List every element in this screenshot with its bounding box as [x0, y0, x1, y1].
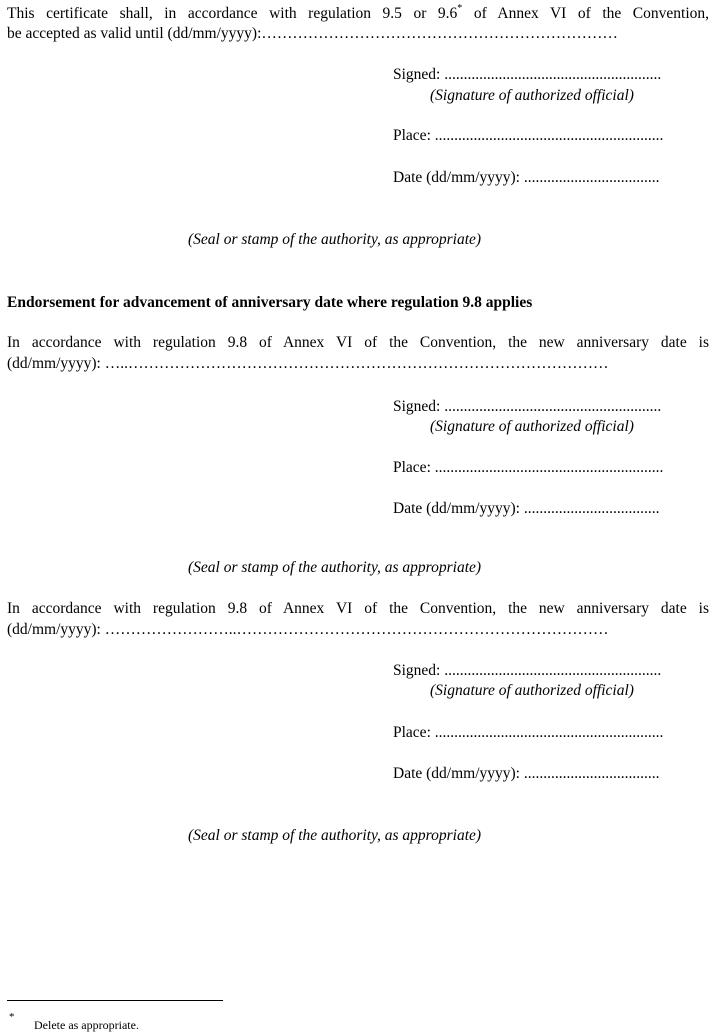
date-field-1: Date (dd/mm/yyyy): ................................... — [393, 169, 660, 186]
signature-caption-3: (Signature of authorized official) — [430, 682, 634, 699]
footnote-separator — [7, 1000, 223, 1001]
endorsement-para-1-line-1: In accordance with regulation 9.8 of Annex VI of the Convention, the new anniversary date is — [7, 334, 709, 351]
signed-field-1: Signed: ........................................................ — [393, 66, 662, 83]
intro-line-2: be accepted as valid until (dd/mm/yyyy):…………………………………………………………… — [7, 25, 618, 42]
signed-field-3: Signed: ........................................................ — [393, 662, 662, 679]
endorsement-heading: Endorsement for advancement of anniversary date where regulation 9.8 applies — [7, 294, 533, 311]
place-field-2: Place: ........................................................... — [393, 459, 664, 476]
signed-field-2: Signed: ........................................................ — [393, 398, 662, 415]
footnote-reference-marker: * — [457, 3, 463, 14]
endorsement-para-2-line-2: (dd/mm/yyyy): ……………………..……………………………………………………………… — [7, 621, 609, 638]
signature-caption-1: (Signature of authorized official) — [430, 87, 634, 104]
place-field-1: Place: ........................................................... — [393, 127, 664, 144]
intro-line-1-tail: of Annex VI of the Convention, — [462, 5, 709, 23]
seal-caption-2: (Seal or stamp of the authority, as appropriate) — [188, 559, 482, 576]
place-field-3: Place: ........................................................... — [393, 724, 664, 741]
intro-line-1-text: This certificate shall, in accordance with regulation 9.5 or 9.6 — [7, 5, 458, 23]
seal-caption-3: (Seal or stamp of the authority, as appropriate) — [188, 827, 482, 844]
endorsement-para-2-line-1: In accordance with regulation 9.8 of Annex VI of the Convention, the new anniversary date is — [7, 600, 709, 617]
date-field-2: Date (dd/mm/yyyy): ................................... — [393, 500, 660, 517]
signature-caption-2: (Signature of authorized official) — [430, 418, 634, 435]
footnote-text: Delete as appropriate. — [34, 1018, 139, 1032]
endorsement-para-1-line-2: (dd/mm/yyyy): …..………………………………………………………………………………… — [7, 355, 609, 372]
date-field-3: Date (dd/mm/yyyy): ................................... — [393, 765, 660, 782]
footnote-marker: * — [9, 1011, 15, 1023]
intro-line-1 — [7, 4, 709, 23]
seal-caption-1: (Seal or stamp of the authority, as appropriate) — [188, 231, 482, 248]
